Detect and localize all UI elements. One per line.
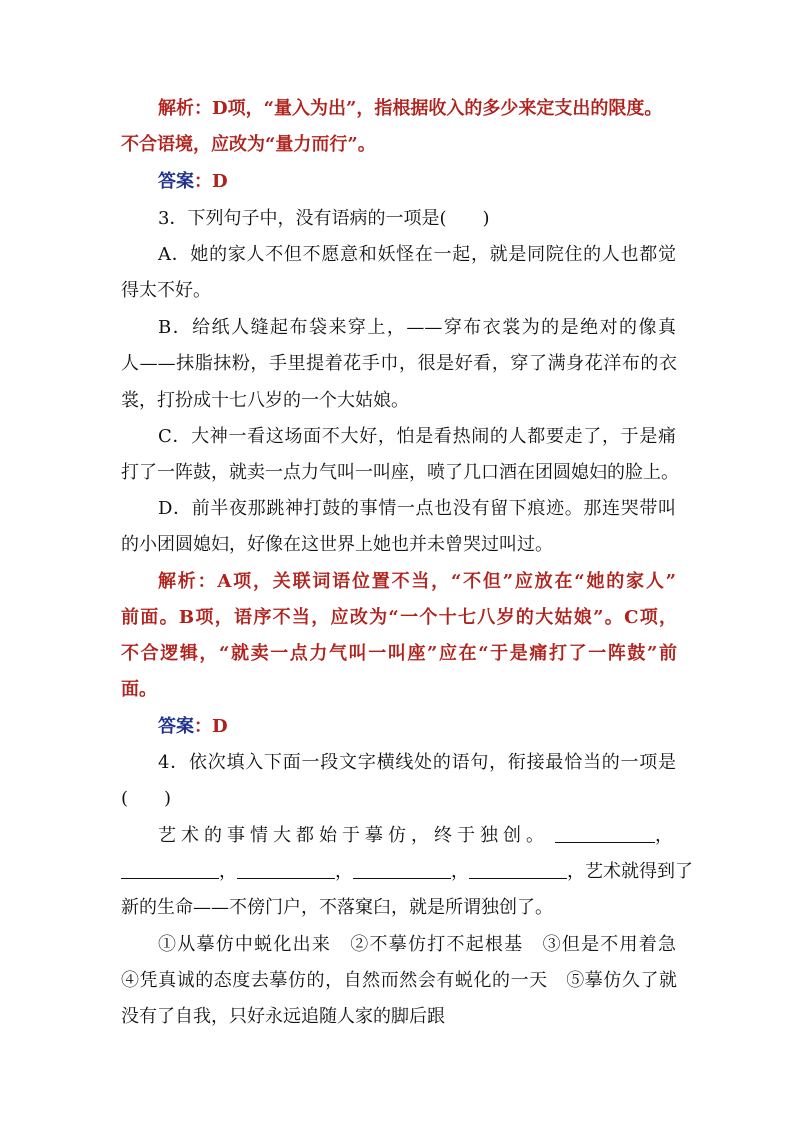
option-b-line-3: 裳，打扮成十七八岁的一个大姑娘。 (121, 390, 409, 411)
passage-start: 艺术的事情大都始于摹仿，终于独创。 (158, 825, 549, 846)
answer-1 (158, 170, 228, 194)
analysis-2-line-1 (158, 570, 676, 594)
question-3-stem: 3．下列句子中，没有语病的一项是( ) (158, 208, 490, 229)
blank-comma: ， (219, 861, 237, 882)
analysis-1-line-2: 不合语境，应改为“量力而行”。 (121, 134, 376, 155)
blank-5 (469, 860, 567, 879)
blank-1 (555, 824, 655, 843)
answer-value: ：D (194, 171, 228, 192)
analysis-text: ：D项，“量入为出”，指根据收入的多少来定支出的限度。 (194, 98, 663, 119)
q4-options-line-1: ①从摹仿中蜕化出来 ②不摹仿打不起根基 ③但是不用着急 (158, 934, 676, 955)
q4-options-line-2: ④凭真诚的态度去摹仿的，自然而然会有蜕化的一天 ⑤摹仿久了就 (121, 970, 677, 991)
blank-comma: ， (451, 861, 469, 882)
blank-comma: ， (567, 861, 585, 882)
passage-line-2 (121, 860, 693, 884)
blank-4 (353, 860, 451, 879)
question-4-stem-line-2: ( ) (121, 788, 172, 809)
answer-value: ：D (194, 716, 228, 737)
blank-comma: ， (655, 825, 678, 846)
option-c-line-1: C．大神一看这场面不大好，怕是看热闹的人都要走了，于是痛 (158, 426, 676, 447)
option-d-line-2: 的小团圆媳妇，好像在这世界上她也并未曾哭过叫过。 (121, 534, 553, 555)
question-4-stem-line-1: 4．依次填入下面一段文字横线处的语句，衔接最恰当的一项是 (158, 752, 676, 773)
passage-line-1 (158, 824, 678, 848)
passage-end: 艺术就得到了 (585, 861, 693, 882)
analysis-1-line-1 (158, 97, 662, 121)
analysis-text: ：A项，关联词语位置不当，“不但”应放在“她的家人” (197, 571, 676, 592)
option-d-line-1: D．前半夜那跳神打鼓的事情一点也没有留下痕迹。那连哭带叫 (158, 498, 676, 519)
option-a-line-1: A．她的家人不但不愿意和妖怪在一起，就是同院住的人也都觉 (158, 244, 676, 265)
analysis-2-line-3: 不合逻辑，“就卖一点力气叫一叫座”应在“于是痛打了一阵鼓”前 (121, 643, 677, 664)
blank-comma: ， (335, 861, 353, 882)
option-c-line-2: 打了一阵鼓，就卖一点力气叫一叫座，喷了几口酒在团圆媳妇的脸上。 (121, 462, 679, 483)
passage-line-3: 新的生命——不傍门户，不落窠臼，就是所谓独创了。 (121, 897, 553, 918)
option-b-line-1: B．给纸人缝起布袋来穿上，——穿布衣裳为的是绝对的像真 (158, 317, 676, 338)
blank-2 (121, 860, 219, 879)
option-a-line-2: 得太不好。 (121, 280, 211, 301)
blank-3 (237, 860, 335, 879)
answer-label: 答案 (158, 716, 194, 737)
analysis-2-line-4: 面。 (121, 679, 157, 700)
option-b-line-2: 人——抹脂抹粉，手里提着花手巾，很是好看，穿了满身花洋布的衣 (121, 353, 677, 374)
q4-options-line-3: 没有了自我，只好永远追随人家的脚后跟 (121, 1006, 445, 1027)
answer-2 (158, 715, 228, 739)
answer-label: 答案 (158, 171, 194, 192)
analysis-label: 解析 (158, 98, 194, 119)
analysis-2-line-2: 前面。B项，语序不当，应改为“一个十七八岁的大姑娘”。C项， (121, 607, 677, 628)
analysis-label: 解析 (158, 571, 198, 592)
